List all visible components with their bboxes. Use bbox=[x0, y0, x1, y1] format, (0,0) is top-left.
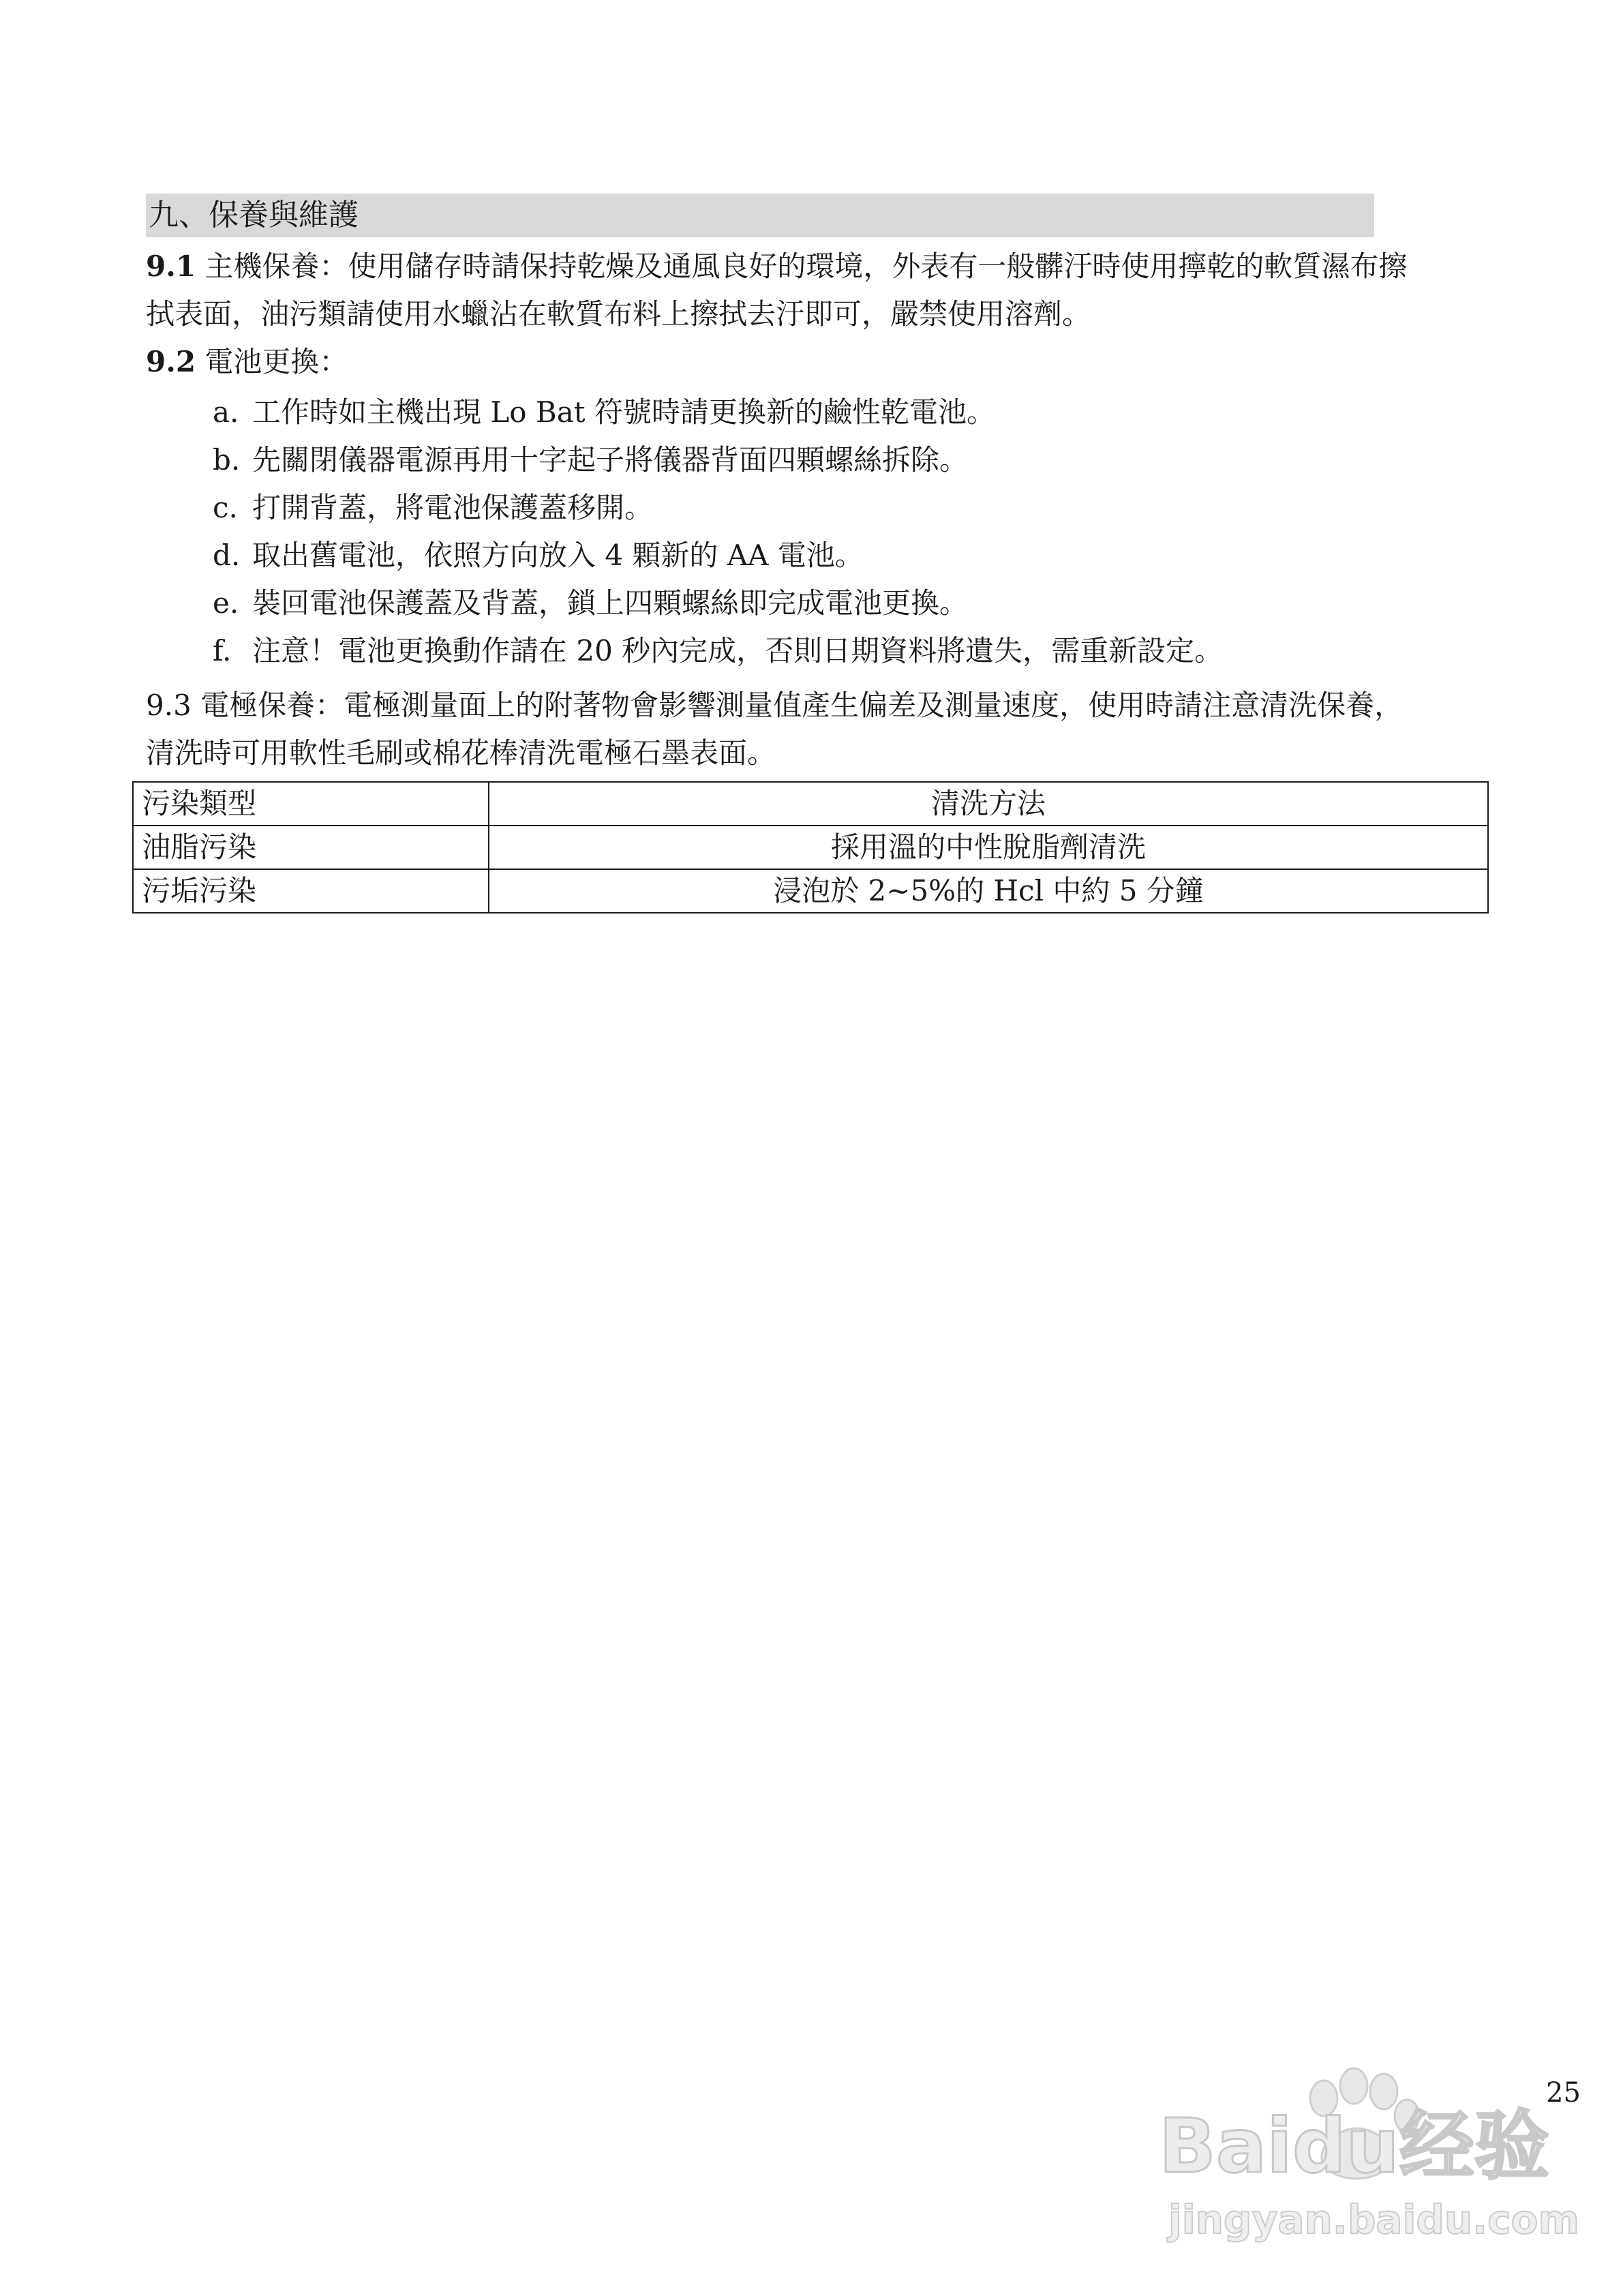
list-marker: a. bbox=[213, 395, 239, 429]
list-item bbox=[213, 579, 968, 627]
paragraph-9-3-line-2: 清洗時可用軟性毛刷或棉花棒清洗電極石墨表面。 bbox=[146, 736, 776, 770]
section-number: 9.1 bbox=[146, 250, 196, 283]
list-marker: f. bbox=[213, 634, 232, 667]
list-item-text: 裝回電池保護蓋及背蓋，鎖上四顆螺絲即完成電池更換。 bbox=[252, 586, 969, 620]
list-marker: d. bbox=[213, 539, 241, 572]
table-header-cell: 清洗方法 bbox=[489, 782, 1488, 826]
table-header-cell: 污染類型 bbox=[133, 782, 489, 826]
paragraph-text: 電池更換： bbox=[196, 345, 348, 378]
list-item bbox=[213, 436, 968, 484]
list-item bbox=[213, 484, 653, 532]
paragraph-9-1-line-2: 拭表面，油污類請使用水蠟沾在軟質布料上擦拭去汙即可，嚴禁使用溶劑。 bbox=[146, 297, 1091, 331]
list-item bbox=[213, 627, 1223, 675]
section-heading: 九、保養與維護 bbox=[146, 194, 1374, 237]
cleaning-table bbox=[132, 781, 1489, 913]
table-row bbox=[133, 869, 1488, 913]
list-item-text: 先關閉儀器電源再用十字起子將儀器背面四顆螺絲拆除。 bbox=[252, 443, 969, 477]
list-item-text: 打開背蓋，將電池保護蓋移開。 bbox=[252, 491, 654, 524]
table-cell: 污垢污染 bbox=[133, 869, 489, 913]
watermark-url: jingyan.baidu.com bbox=[1168, 2196, 1579, 2243]
paragraph-text: 主機保養：使用儲存時請保持乾燥及通風良好的環境，外表有一般髒汙時使用擰乾的軟質濕布擦 bbox=[196, 250, 1408, 283]
list-item-text: 注意！電池更換動作請在 20 秒內完成，否則日期資料將遺失，需重新設定。 bbox=[252, 634, 1224, 667]
table-cell: 浸泡於 2~5%的 Hcl 中約 5 分鐘 bbox=[489, 869, 1488, 913]
list-item bbox=[213, 532, 864, 579]
list-item-text: 工作時如主機出現 Lo Bat 符號時請更換新的鹼性乾電池。 bbox=[252, 395, 996, 429]
page-number: 25 bbox=[1546, 2077, 1581, 2109]
table-row bbox=[133, 826, 1488, 869]
paragraph-9-1 bbox=[146, 243, 1584, 338]
list-marker: b. bbox=[213, 443, 241, 477]
paragraph-9-3-line-1: 9.3 電極保養：電極測量面上的附著物會影響測量值產生偏差及測量速度，使用時請注意清洗保養， bbox=[146, 689, 1404, 722]
list-item-text: 取出舊電池，依照方向放入 4 顆新的 AA 電池。 bbox=[252, 539, 864, 572]
paragraph-9-3 bbox=[146, 682, 1584, 777]
list-item bbox=[213, 389, 995, 436]
paragraph-9-1-line-1 bbox=[146, 243, 1584, 290]
section-number: 9.2 bbox=[146, 345, 196, 378]
list-marker: e. bbox=[213, 586, 239, 620]
table-cell: 油脂污染 bbox=[133, 826, 489, 869]
table-cell: 採用溫的中性脫脂劑清洗 bbox=[489, 826, 1488, 869]
paragraph-9-2-title bbox=[146, 338, 1584, 386]
list-marker: c. bbox=[213, 491, 238, 524]
table-header-row bbox=[133, 782, 1488, 826]
watermark-brand: Baidu经验 bbox=[1159, 2102, 1549, 2190]
